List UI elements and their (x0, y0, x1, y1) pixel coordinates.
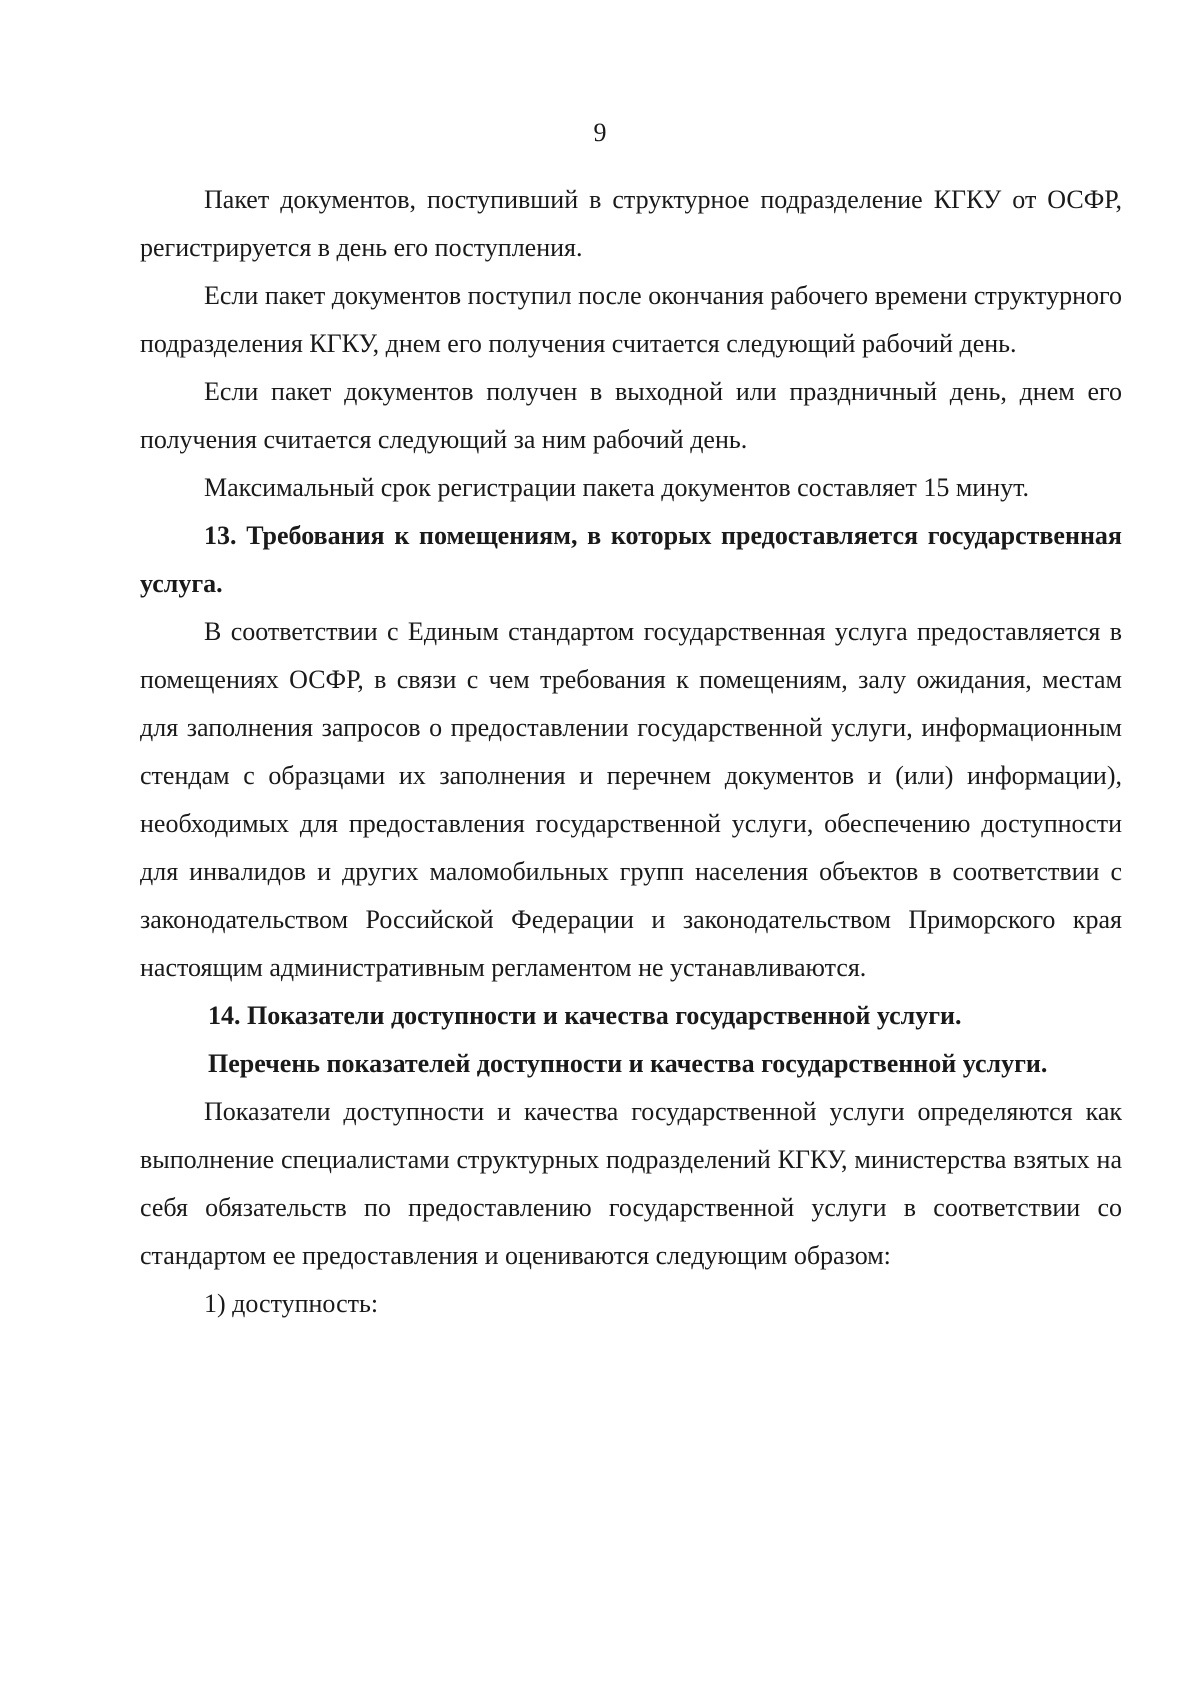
paragraph-holiday: Если пакет документов получен в выходной или праздничный день, днем его получения считается следующий за ним рабочий день. (140, 377, 1122, 454)
section-14-text: Показатели доступности и качества государственной услуги определяются как выполнение специалистами структурных подразделений КГКУ, министерства взятых на себя обязательств по предоставлению государственной услуги в соответствии со стандартом ее предоставления и оцениваются следующим образом: (140, 1097, 1122, 1270)
list-item-accessibility: 1) доступность: (204, 1289, 379, 1318)
page-number: 9 (593, 118, 607, 147)
section-13-heading: 13. Требования к помещениям, в которых предоставляется государственная услуга. (140, 521, 1122, 598)
section-14-heading: 14. Показатели доступности и качества государственной услуги. (208, 1001, 962, 1030)
paragraph-max-time: Максимальный срок регистрации пакета документов составляет 15 минут. (204, 473, 1030, 502)
paragraph-after-hours: Если пакет документов поступил после окончания рабочего времени структурного подразделения КГКУ, днем его получения считается следующий рабочий день. (140, 281, 1122, 358)
section-13-text: В соответствии с Единым стандартом государственная услуга предоставляется в помещениях ОСФР, в связи с чем требования к помещениям, залу ожидания, местам для заполнения запросов о предоставлении государственной услуги, информационным стендам с образцами их заполнения и перечнем документов и (или) информации), необходимых для предоставления государственной услуги, обеспечению доступности для инвалидов и других маломобильных групп населения объектов в соответствии с законодательством Российской Федерации и законодательством Приморского края настоящим административным регламентом не устанавливаются. (140, 617, 1122, 982)
section-14-subheading: Перечень показателей доступности и качества государственной услуги. (208, 1049, 1048, 1078)
document-body (140, 176, 1122, 1328)
paragraph-registration: Пакет документов, поступивший в структурное подразделение КГКУ от ОСФР, регистрируется в день его поступления. (140, 185, 1122, 262)
